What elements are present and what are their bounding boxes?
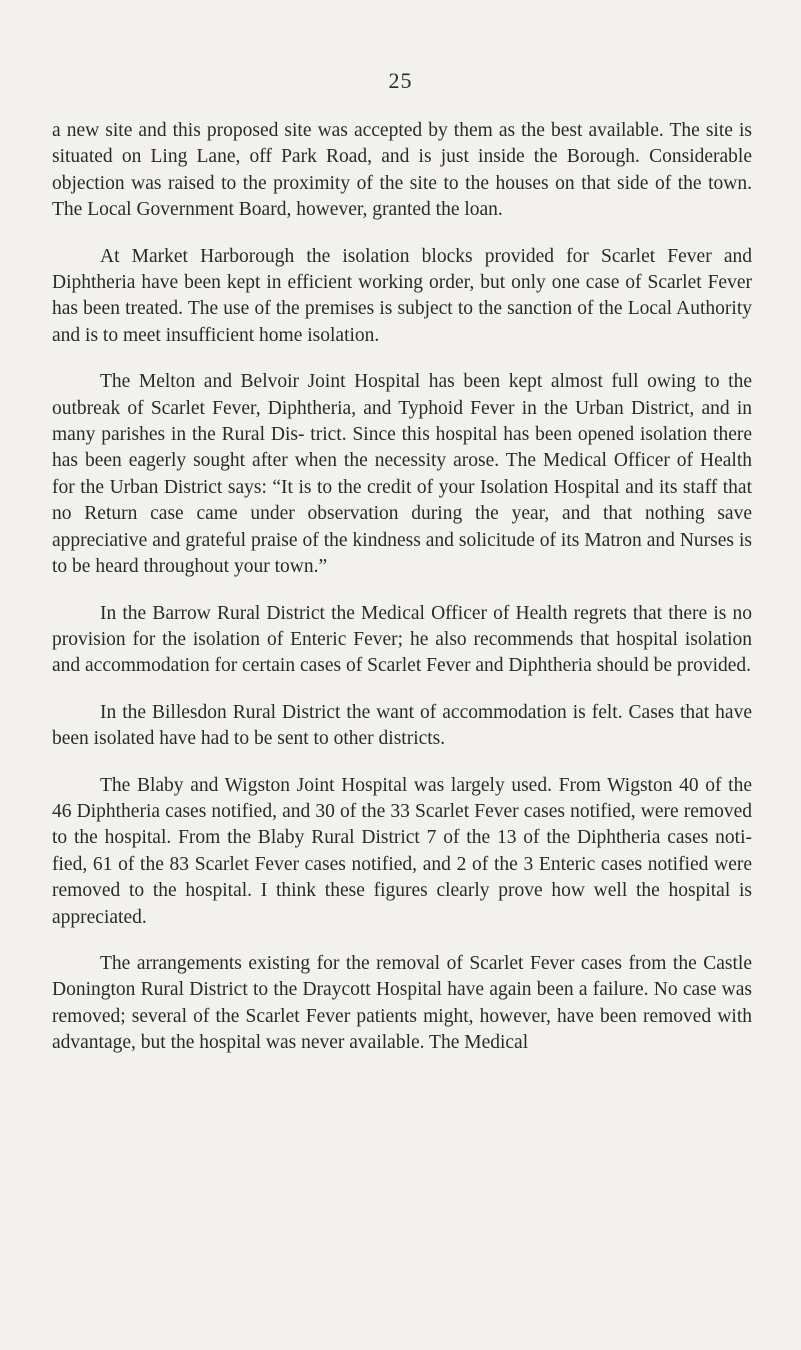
paragraph-melton-belvoir: The Melton and Belvoir Joint Hospital has been kept almost full owing to the outbreak of Scarlet Fever, Diphtheria, and Typhoid Fever in the Urban District, and in many parishes in the Rural Dis- trict. Since this hospital has been opened isolation there has been eagerly sought after when the necessity arose. The Medical Officer of Health for the Urban District says: “It is to the credit of your Isolation Hospital and its staff that no Return case came under observation during the year, and that nothing save appreciative and grateful praise of the kindness and solicitude of its Matron and Nurses is to be heard throughout your town.” (52, 371, 752, 578)
paragraph-new-site: a new site and this proposed site was accepted by them as the best available. The site is situated on Ling Lane, off Park Road, and is just inside the Borough. Considerable objection was raised to the proximity of the site to the houses on that side of the town. The Local Government Board, however, granted the loan. (52, 120, 752, 221)
body-text (52, 118, 752, 1077)
paragraph-blaby-wigston: The Blaby and Wigston Joint Hospital was largely used. From Wigston 40 of the 46 Diphtheria cases notified, and 30 of the 33 Scarlet Fever cases notified, were removed to the hospital. From the Blaby Rural District 7 of the 13 of the Diphtheria cases noti- fied, 61 of the 83 Scarlet Fever cases notified, and 2 of the 3 Enteric cases notified were removed to the hospital. I think these figures clearly prove how well the hospital is appreciated. (52, 774, 752, 928)
paragraph-billesdon: In the Billesdon Rural District the want of accommodation is felt. Cases that have been isolated have had to be sent to other districts. (52, 701, 752, 750)
page-number: 25 (388, 68, 413, 93)
paragraph-market-harborough: At Market Harborough the isolation blocks provided for Scarlet Fever and Diphtheria have been kept in efficient working order, but only one case of Scarlet Fever has been treated. The use of the premises is subject to the sanction of the Local Authority and is to meet insufficient home isolation. (52, 245, 752, 346)
paragraph-castle-donington: The arrangements existing for the removal of Scarlet Fever cases from the Castle Donington Rural District to the Draycott Hospital have again been a failure. No case was removed; several of the Scarlet Fever patients might, however, have been removed with advantage, but the hospital was never available. The Medical (52, 952, 752, 1054)
paragraph-barrow: In the Barrow Rural District the Medical Officer of Health regrets that there is no provision for the isolation of Enteric Fever; he also recommends that hospital isolation and accommodation for certain cases of Scarlet Fever and Diphtheria should be provided. (52, 602, 752, 677)
